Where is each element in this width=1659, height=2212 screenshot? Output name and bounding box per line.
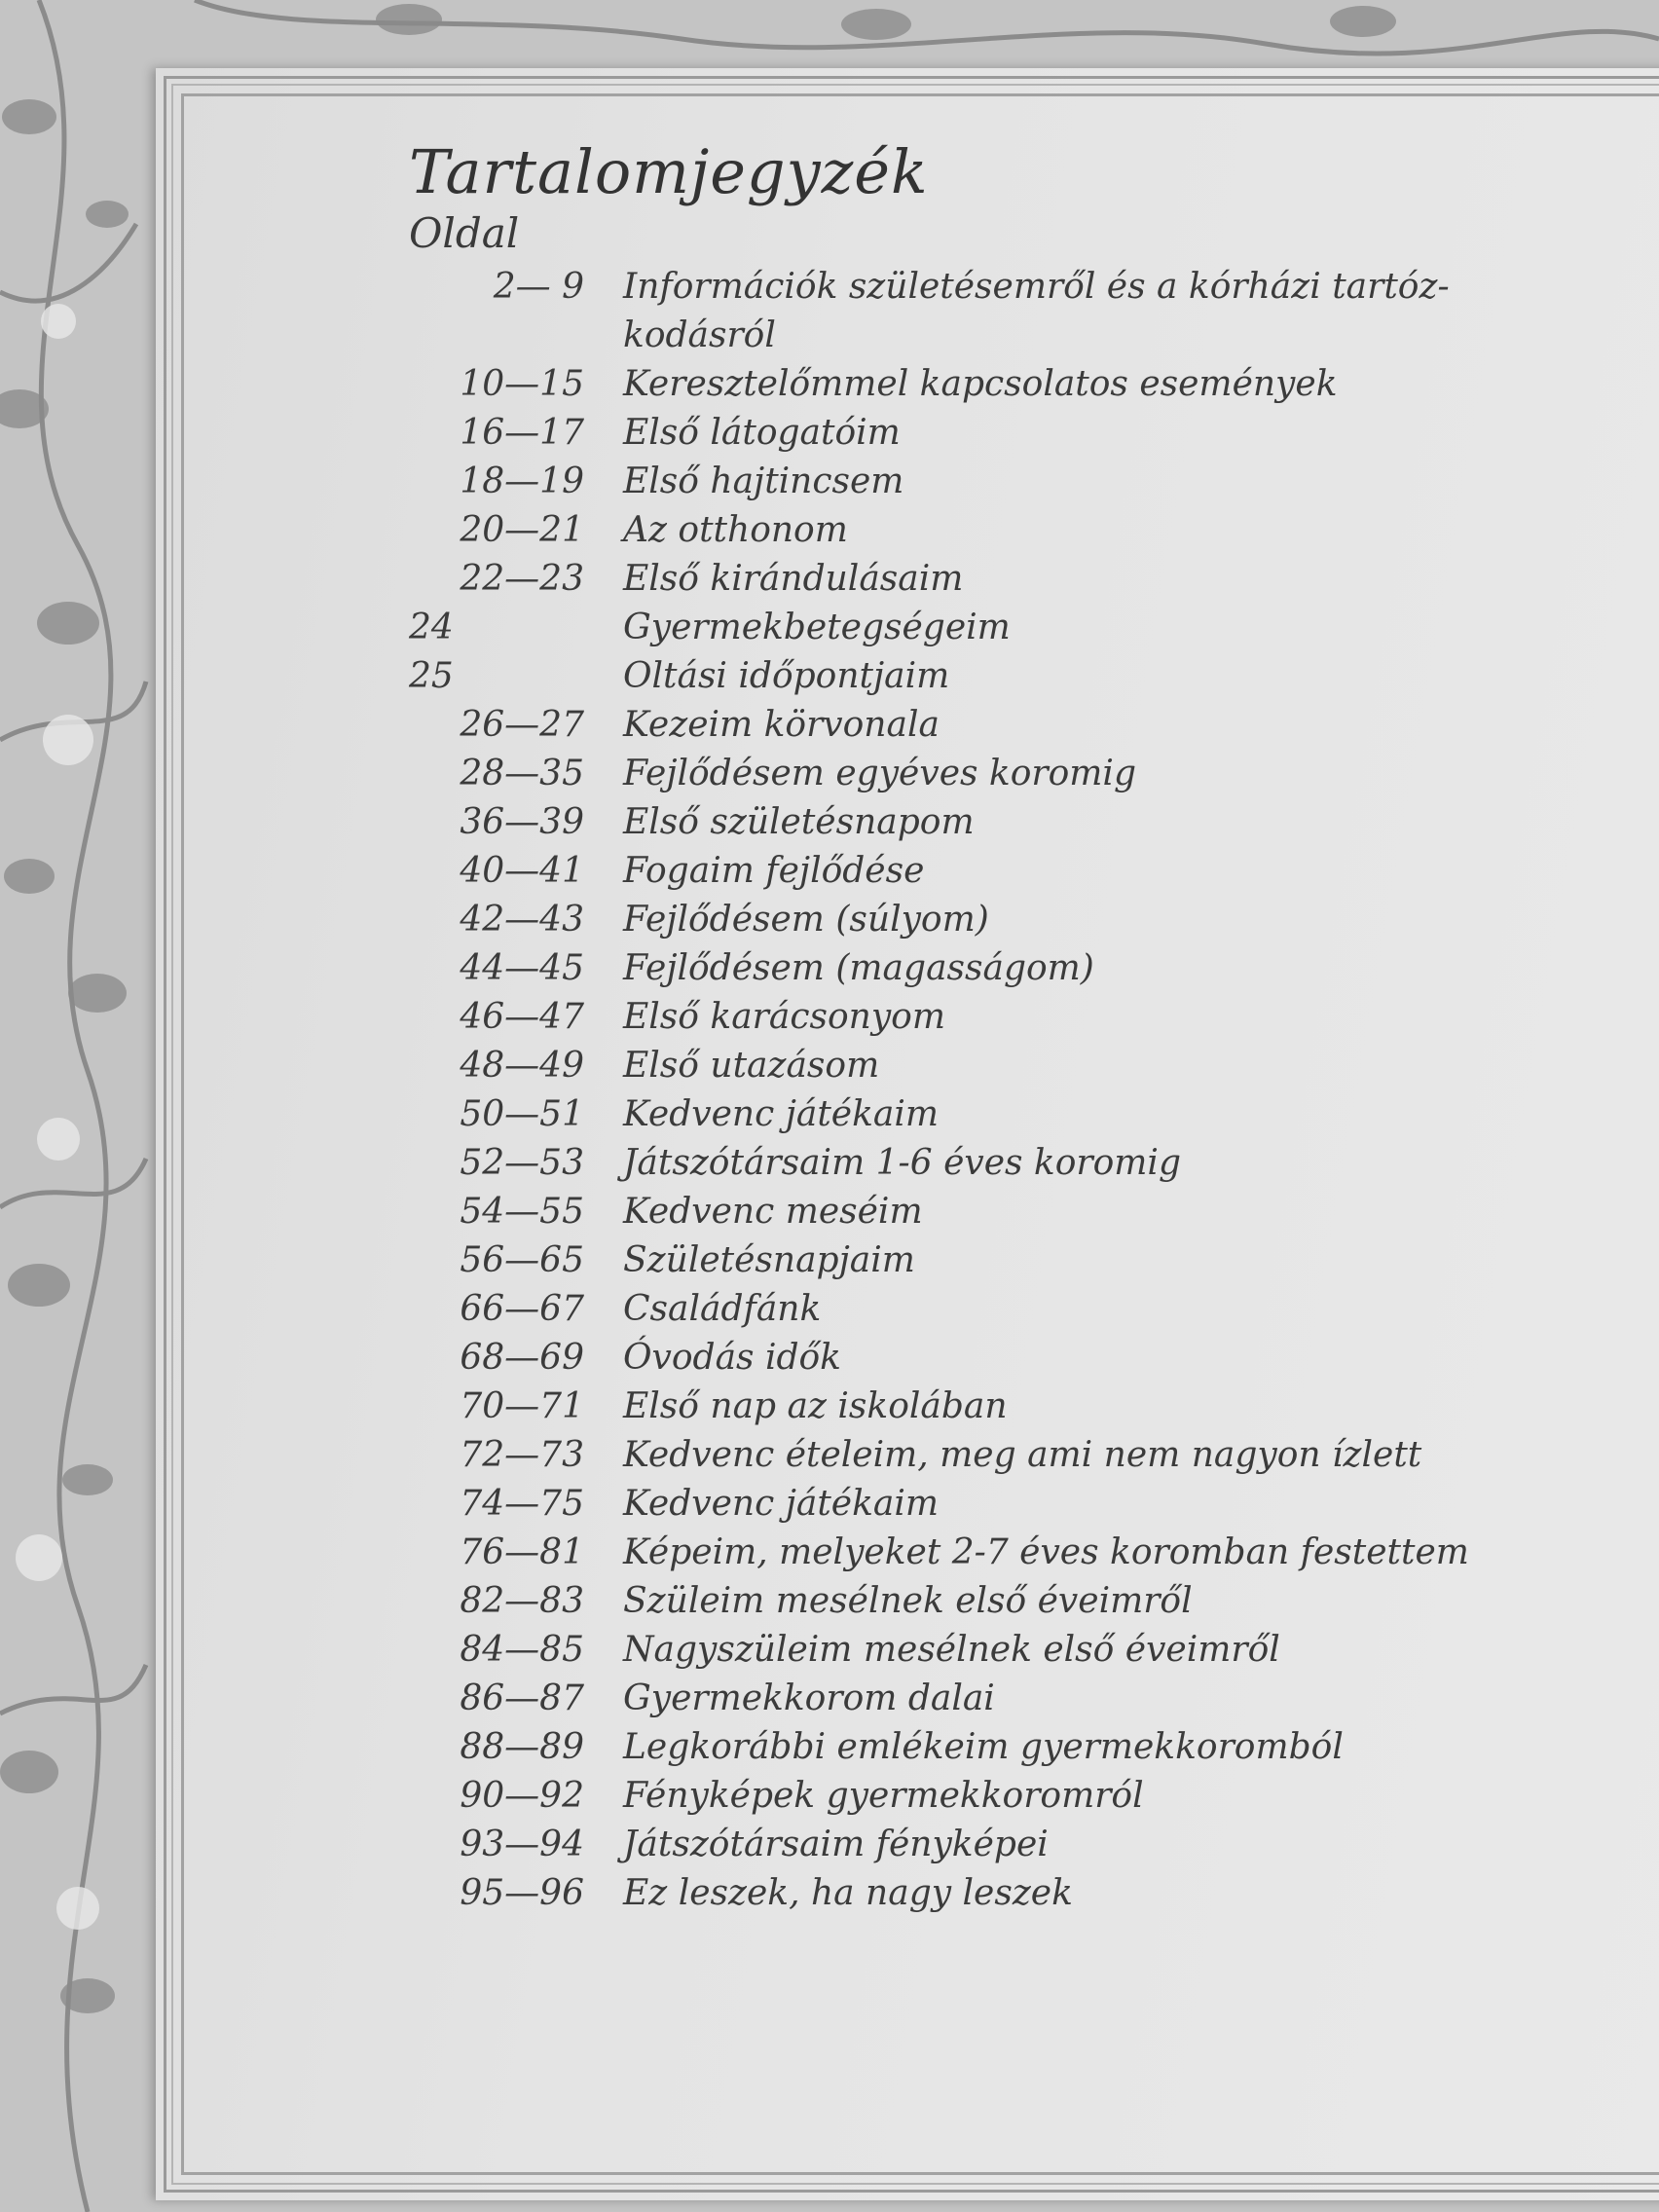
toc-entry-pages: 72—73 bbox=[460, 1435, 584, 1475]
toc-entry-pages: 56—65 bbox=[460, 1240, 584, 1280]
toc-entry-pages: 28—35 bbox=[460, 754, 584, 793]
toc-entry-pages: 88—89 bbox=[460, 1727, 584, 1767]
toc-entry bbox=[409, 1577, 1577, 1626]
toc-entry-title: Fejlődésem egyéves koromig bbox=[623, 754, 1136, 793]
toc-entry-pages: 76—81 bbox=[460, 1532, 584, 1572]
toc-entry-pages: 66—67 bbox=[460, 1289, 584, 1329]
toc-entry-title: Kezeim körvonala bbox=[623, 705, 940, 745]
toc-entry bbox=[409, 1236, 1577, 1285]
toc-entry bbox=[409, 847, 1577, 896]
toc-entry-title: Kedvenc játékaim bbox=[623, 1094, 940, 1134]
toc-entry-title: Kedvenc meséim bbox=[623, 1192, 923, 1232]
toc-entry-title: Nagyszüleim mesélnek első éveimről bbox=[623, 1630, 1280, 1670]
toc-entry bbox=[409, 1285, 1577, 1334]
toc-entry bbox=[409, 896, 1577, 944]
toc-entry-pages: 90—92 bbox=[460, 1776, 584, 1816]
toc-entry-title: Fogaim fejlődése bbox=[623, 851, 925, 891]
toc-entry-title: Óvodás idők bbox=[623, 1338, 841, 1378]
toc-entry-title: Keresztelőmmel kapcsolatos események bbox=[623, 364, 1338, 404]
toc-entry-pages: 2— 9 bbox=[493, 267, 584, 307]
toc-entry bbox=[409, 1821, 1577, 1869]
toc-entry-pages: 50—51 bbox=[460, 1094, 584, 1134]
toc-entry bbox=[409, 993, 1577, 1042]
toc-entry-pages: 86—87 bbox=[460, 1678, 584, 1718]
toc-entry-pages: 95—96 bbox=[460, 1873, 584, 1913]
toc-entry-title: Oltási időpontjaim bbox=[623, 656, 950, 696]
toc-entry-title: Első hajtincsem bbox=[623, 461, 904, 501]
toc-entry-title: Gyermekbetegségeim bbox=[623, 608, 1011, 647]
toc-entry bbox=[409, 506, 1577, 555]
toc-entry bbox=[409, 604, 1577, 652]
toc-list bbox=[409, 263, 1577, 1918]
toc-entry-pages: 48—49 bbox=[460, 1046, 584, 1086]
toc-entry-title: Játszótársaim 1-6 éves koromig bbox=[623, 1143, 1181, 1183]
toc-entry bbox=[409, 1480, 1577, 1529]
toc-entry-pages: 26—27 bbox=[460, 705, 584, 745]
toc-entry-title: Első születésnapom bbox=[623, 802, 975, 842]
toc-entry-title: Első utazásom bbox=[623, 1046, 880, 1086]
toc-entry-pages: 36—39 bbox=[460, 802, 584, 842]
toc-entry bbox=[409, 1675, 1577, 1723]
toc-entry-title: Legkorábbi emlékeim gyermekkoromból bbox=[623, 1727, 1344, 1767]
toc-entry-pages: 16—17 bbox=[460, 413, 584, 453]
toc-entry bbox=[409, 944, 1577, 993]
toc-entry bbox=[409, 1431, 1577, 1480]
toc-entry bbox=[409, 263, 1577, 360]
toc-entry-title: Játszótársaim fényképei bbox=[623, 1825, 1049, 1864]
toc-entry-pages: 42—43 bbox=[460, 900, 584, 940]
toc-entry-title: Kedvenc játékaim bbox=[623, 1484, 940, 1524]
toc-entry bbox=[409, 1723, 1577, 1772]
toc-entry bbox=[409, 1188, 1577, 1236]
toc-entry-title: Fényképek gyermekkoromról bbox=[623, 1776, 1144, 1816]
toc-entry-title: Képeim, melyeket 2-7 éves koromban festettem bbox=[623, 1532, 1469, 1572]
toc-entry bbox=[409, 1772, 1577, 1821]
toc-entry bbox=[409, 798, 1577, 847]
toc-entry bbox=[409, 1334, 1577, 1382]
toc-entry-pages: 54—55 bbox=[460, 1192, 584, 1232]
toc-entry-pages: 46—47 bbox=[460, 997, 584, 1037]
toc-entry-title: Fejlődésem (magasságom) bbox=[623, 948, 1094, 988]
toc-entry bbox=[409, 1529, 1577, 1577]
toc-entry-pages: 93—94 bbox=[460, 1825, 584, 1864]
toc-entry bbox=[409, 701, 1577, 750]
toc-entry-pages: 40—41 bbox=[460, 851, 584, 891]
toc-entry-title: Első kirándulásaim bbox=[623, 559, 964, 599]
toc-entry bbox=[409, 1626, 1577, 1675]
toc-entry-title: Fejlődésem (súlyom) bbox=[623, 900, 989, 940]
toc-entry-title: Első nap az iskolában bbox=[623, 1386, 1008, 1426]
toc-entry-pages: 74—75 bbox=[460, 1484, 584, 1524]
toc-entry-title: Információk születésemről és a kórházi tartóz-kodásról bbox=[623, 267, 1450, 355]
toc-entry-title: Ez leszek, ha nagy leszek bbox=[623, 1873, 1073, 1913]
toc-entry-title: Születésnapjaim bbox=[623, 1240, 915, 1280]
toc-entry-title: Az otthonom bbox=[623, 510, 848, 550]
table-of-contents bbox=[409, 136, 1577, 1918]
toc-entry bbox=[409, 409, 1577, 458]
toc-entry bbox=[409, 652, 1577, 701]
page-title: Tartalomjegyzék bbox=[409, 136, 929, 207]
toc-entry-title: Első látogatóim bbox=[623, 413, 901, 453]
toc-entry-pages: 18—19 bbox=[460, 461, 584, 501]
toc-entry-pages: 25 bbox=[409, 656, 454, 696]
toc-entry bbox=[409, 555, 1577, 604]
toc-entry-pages: 22—23 bbox=[460, 559, 584, 599]
toc-entry-pages: 10—15 bbox=[460, 364, 584, 404]
toc-entry bbox=[409, 750, 1577, 798]
toc-entry bbox=[409, 1139, 1577, 1188]
toc-entry bbox=[409, 1042, 1577, 1090]
toc-entry-title: Gyermekkorom dalai bbox=[623, 1678, 995, 1718]
toc-entry-title: Családfánk bbox=[623, 1289, 822, 1329]
toc-entry-pages: 44—45 bbox=[460, 948, 584, 988]
toc-entry-pages: 24 bbox=[409, 608, 454, 647]
toc-entry bbox=[409, 458, 1577, 506]
toc-entry-pages: 20—21 bbox=[460, 510, 584, 550]
toc-entry bbox=[409, 1382, 1577, 1431]
toc-entry bbox=[409, 1090, 1577, 1139]
toc-entry-pages: 68—69 bbox=[460, 1338, 584, 1378]
toc-entry-title: Szüleim mesélnek első éveimről bbox=[623, 1581, 1193, 1621]
page-column-heading: Oldal bbox=[409, 209, 520, 257]
toc-entry-pages: 82—83 bbox=[460, 1581, 584, 1621]
toc-entry-pages: 84—85 bbox=[460, 1630, 584, 1670]
toc-entry-title: Első karácsonyom bbox=[623, 997, 945, 1037]
toc-entry-pages: 52—53 bbox=[460, 1143, 584, 1183]
toc-entry bbox=[409, 360, 1577, 409]
toc-entry-title: Kedvenc ételeim, meg ami nem nagyon ízlett bbox=[623, 1435, 1422, 1475]
toc-entry-pages: 70—71 bbox=[460, 1386, 584, 1426]
toc-entry bbox=[409, 1869, 1577, 1918]
